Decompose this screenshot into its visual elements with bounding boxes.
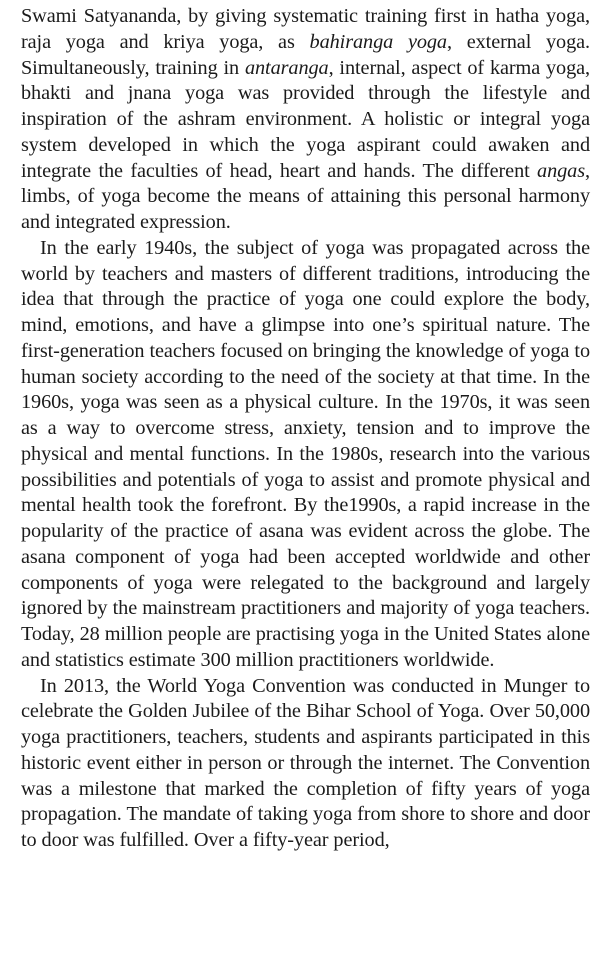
text-run: , external yoga. Simultaneously, training in	[21, 30, 591, 79]
italic-term-bahiranga-yoga: bahiranga yoga	[309, 30, 447, 53]
italic-term-antaranga: antaranga	[244, 56, 329, 79]
text-run: In 2013, the World Yoga Convention was conducted in Munger to celebrate the Golden Jubilee of the Bihar School of Yoga. Over 50,000 yoga practitioners, teachers, students and aspirants participated in this historic event either in person or through the internet. The Convention was a milestone that marked the completion of fifty years of yoga propagation. The mandate of taking yoga from shore to shore and door to door was fulfilled. Over a fifty-year period,	[21, 674, 590, 851]
text-run: , limbs, of yoga become the means of attaining this personal harmony and integrated expression.	[21, 159, 590, 233]
text-run: , internal, aspect of karma yoga, bhakti and jnana yoga was provided through the lifestyle and inspiration of the ashram environment. A holistic or integral yoga system developed in which the yoga aspirant could awaken and integrate the faculties of head, heart and hands. The different	[21, 56, 590, 182]
paragraph-world-yoga-convention	[21, 674, 590, 854]
italic-term-angas: angas	[537, 159, 586, 182]
text-run: In the early 1940s, the subject of yoga was propagated across the world by teachers and masters of different traditions, introducing the idea that through the practice of yoga one could explore the body, mind, emotions, and have a glimpse into one’s spiritual nature. The first-generation teachers focused on bringing the knowledge of yoga to human society according to the need of the society at that time. In the 1960s, yoga was seen as a physical culture. In the 1970s, it was seen as a way to overcome stress, anxiety, tension and to improve the physical and mental functions. In the 1980s, research into the various possibilities and potentials of yoga to assist and promote physical and mental health took the forefront. By the1990s, a rapid increase in the popularity of the practice of asana was evident across the globe. The asana component of yoga had been accepted worldwide and other components of yoga were relegated to the background and largely ignored by the mainstream practitioners and majority of yoga teachers. Today, 28 million people are practising yoga in the United States alone and statistics estimate 300 million practitioners worldwide.	[21, 236, 590, 671]
paragraph-yoga-history	[21, 236, 590, 674]
text-run: Swami Satyananda, by giving systematic training first in hatha yoga, raja yoga and kriya yoga, as	[21, 5, 590, 53]
paragraph-ashram-training	[21, 4, 590, 236]
